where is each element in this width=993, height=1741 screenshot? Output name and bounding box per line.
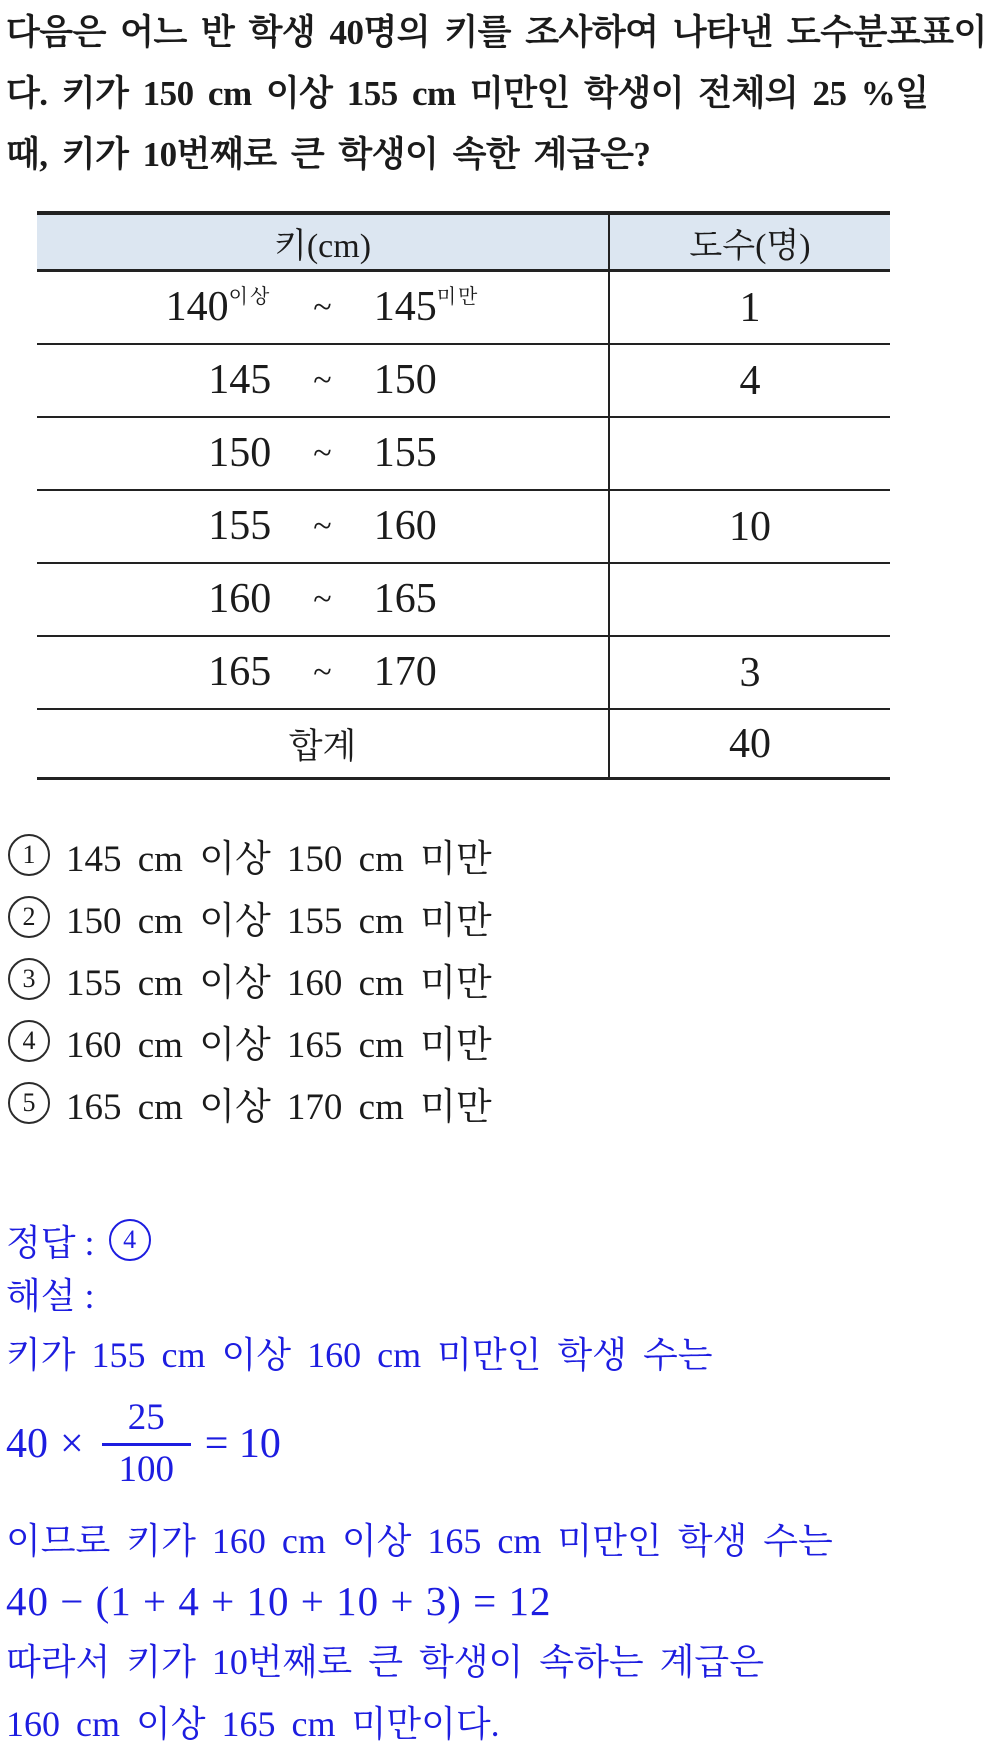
tilde: ~ [313, 434, 332, 472]
tilde: ~ [313, 507, 332, 545]
sup-isang: 이상 [228, 286, 272, 309]
choice-list [8, 824, 993, 1134]
table-header-frequency: 도수(명) [609, 213, 890, 271]
table-row [37, 417, 890, 490]
equation-fraction [6, 1391, 993, 1497]
choice-2 [8, 886, 993, 948]
eq-lhs: 40 [6, 1421, 48, 1467]
problem-line-2: 다. 키가 150 cm 이상 155 cm 미만인 학생이 전체의 25 %일 [6, 74, 929, 113]
class-interval: 160 ~ 165 [208, 576, 437, 623]
fraction [102, 1395, 191, 1494]
total-value: 40 [609, 709, 890, 779]
explanation-label: 해설 : [6, 1276, 95, 1316]
frequency-value-empty [609, 417, 890, 490]
equation-subtraction: 40 − (1 + 4 + 10 + 10 + 3) = 12 [6, 1578, 552, 1624]
answer-circled-number-icon: 4 [109, 1219, 151, 1261]
tilde: ~ [313, 580, 332, 618]
circled-number-icon: 2 [8, 896, 50, 938]
choice-text: 145 cm 이상 150 cm 미만 [66, 839, 492, 880]
class-interval: 155 ~ 160 [208, 503, 437, 550]
explanation-line-1: 키가 155 cm 이상 160 cm 미만인 학생 수는 [6, 1335, 713, 1375]
table-row [37, 636, 890, 709]
explanation-line-3: 따라서 키가 10번째로 큰 학생이 속하는 계급은 [6, 1642, 764, 1682]
choice-1 [8, 824, 993, 886]
table-header-height: 키(cm) [37, 213, 609, 271]
frequency-value: 1 [609, 271, 890, 345]
frequency-value: 3 [609, 636, 890, 709]
circled-number-icon: 5 [8, 1082, 50, 1124]
problem-line-1: 다음은 어느 반 학생 40명의 키를 조사하여 나타낸 도수분포표이 [6, 13, 987, 52]
eq-result: = 10 [204, 1421, 281, 1467]
choice-text: 165 cm 이상 170 cm 미만 [66, 1087, 492, 1128]
frequency-value-empty [609, 563, 890, 636]
explanation-line-2: 이므로 키가 160 cm 이상 165 cm 미만인 학생 수는 [6, 1521, 833, 1561]
table-row [37, 490, 890, 563]
problem-line-3: 때, 키가 10번째로 큰 학생이 속한 계급은? [6, 135, 651, 174]
choice-4 [8, 1010, 993, 1072]
multiply-sign: × [60, 1421, 84, 1467]
total-label: 합계 [37, 709, 609, 779]
frequency-value: 10 [609, 490, 890, 563]
fraction-numerator: 25 [102, 1395, 191, 1446]
choice-text: 155 cm 이상 160 cm 미만 [66, 963, 492, 1004]
class-interval: 150 ~ 155 [208, 430, 437, 477]
circled-number-icon: 4 [8, 1020, 50, 1062]
fraction-denominator: 100 [118, 1448, 174, 1490]
circled-number-icon: 1 [8, 834, 50, 876]
class-interval: 140 이상 ~ 145 미만 [165, 284, 480, 331]
frequency-table [37, 211, 890, 780]
tilde: ~ [313, 288, 332, 326]
answer-line [6, 1212, 993, 1268]
choice-text: 160 cm 이상 165 cm 미만 [66, 1025, 492, 1066]
table-row [37, 344, 890, 417]
answer-label: 정답 : [6, 1222, 95, 1263]
explanation-section [0, 1268, 993, 1741]
explanation-line-4: 160 cm 이상 165 cm 미만이다. [6, 1704, 500, 1741]
table-header-row [37, 213, 890, 271]
choice-text: 150 cm 이상 155 cm 미만 [66, 901, 492, 942]
tilde: ~ [313, 653, 332, 691]
choice-5 [8, 1072, 993, 1134]
class-interval: 145 ~ 150 [208, 357, 437, 404]
tilde: ~ [313, 361, 332, 399]
class-interval: 165 ~ 170 [208, 649, 437, 696]
sup-miman: 미만 [436, 286, 480, 309]
table-total-row [37, 709, 890, 779]
frequency-value: 4 [609, 344, 890, 417]
table-row [37, 563, 890, 636]
problem-statement [0, 0, 993, 185]
choice-3 [8, 948, 993, 1010]
table-row [37, 271, 890, 345]
circled-number-icon: 3 [8, 958, 50, 1000]
